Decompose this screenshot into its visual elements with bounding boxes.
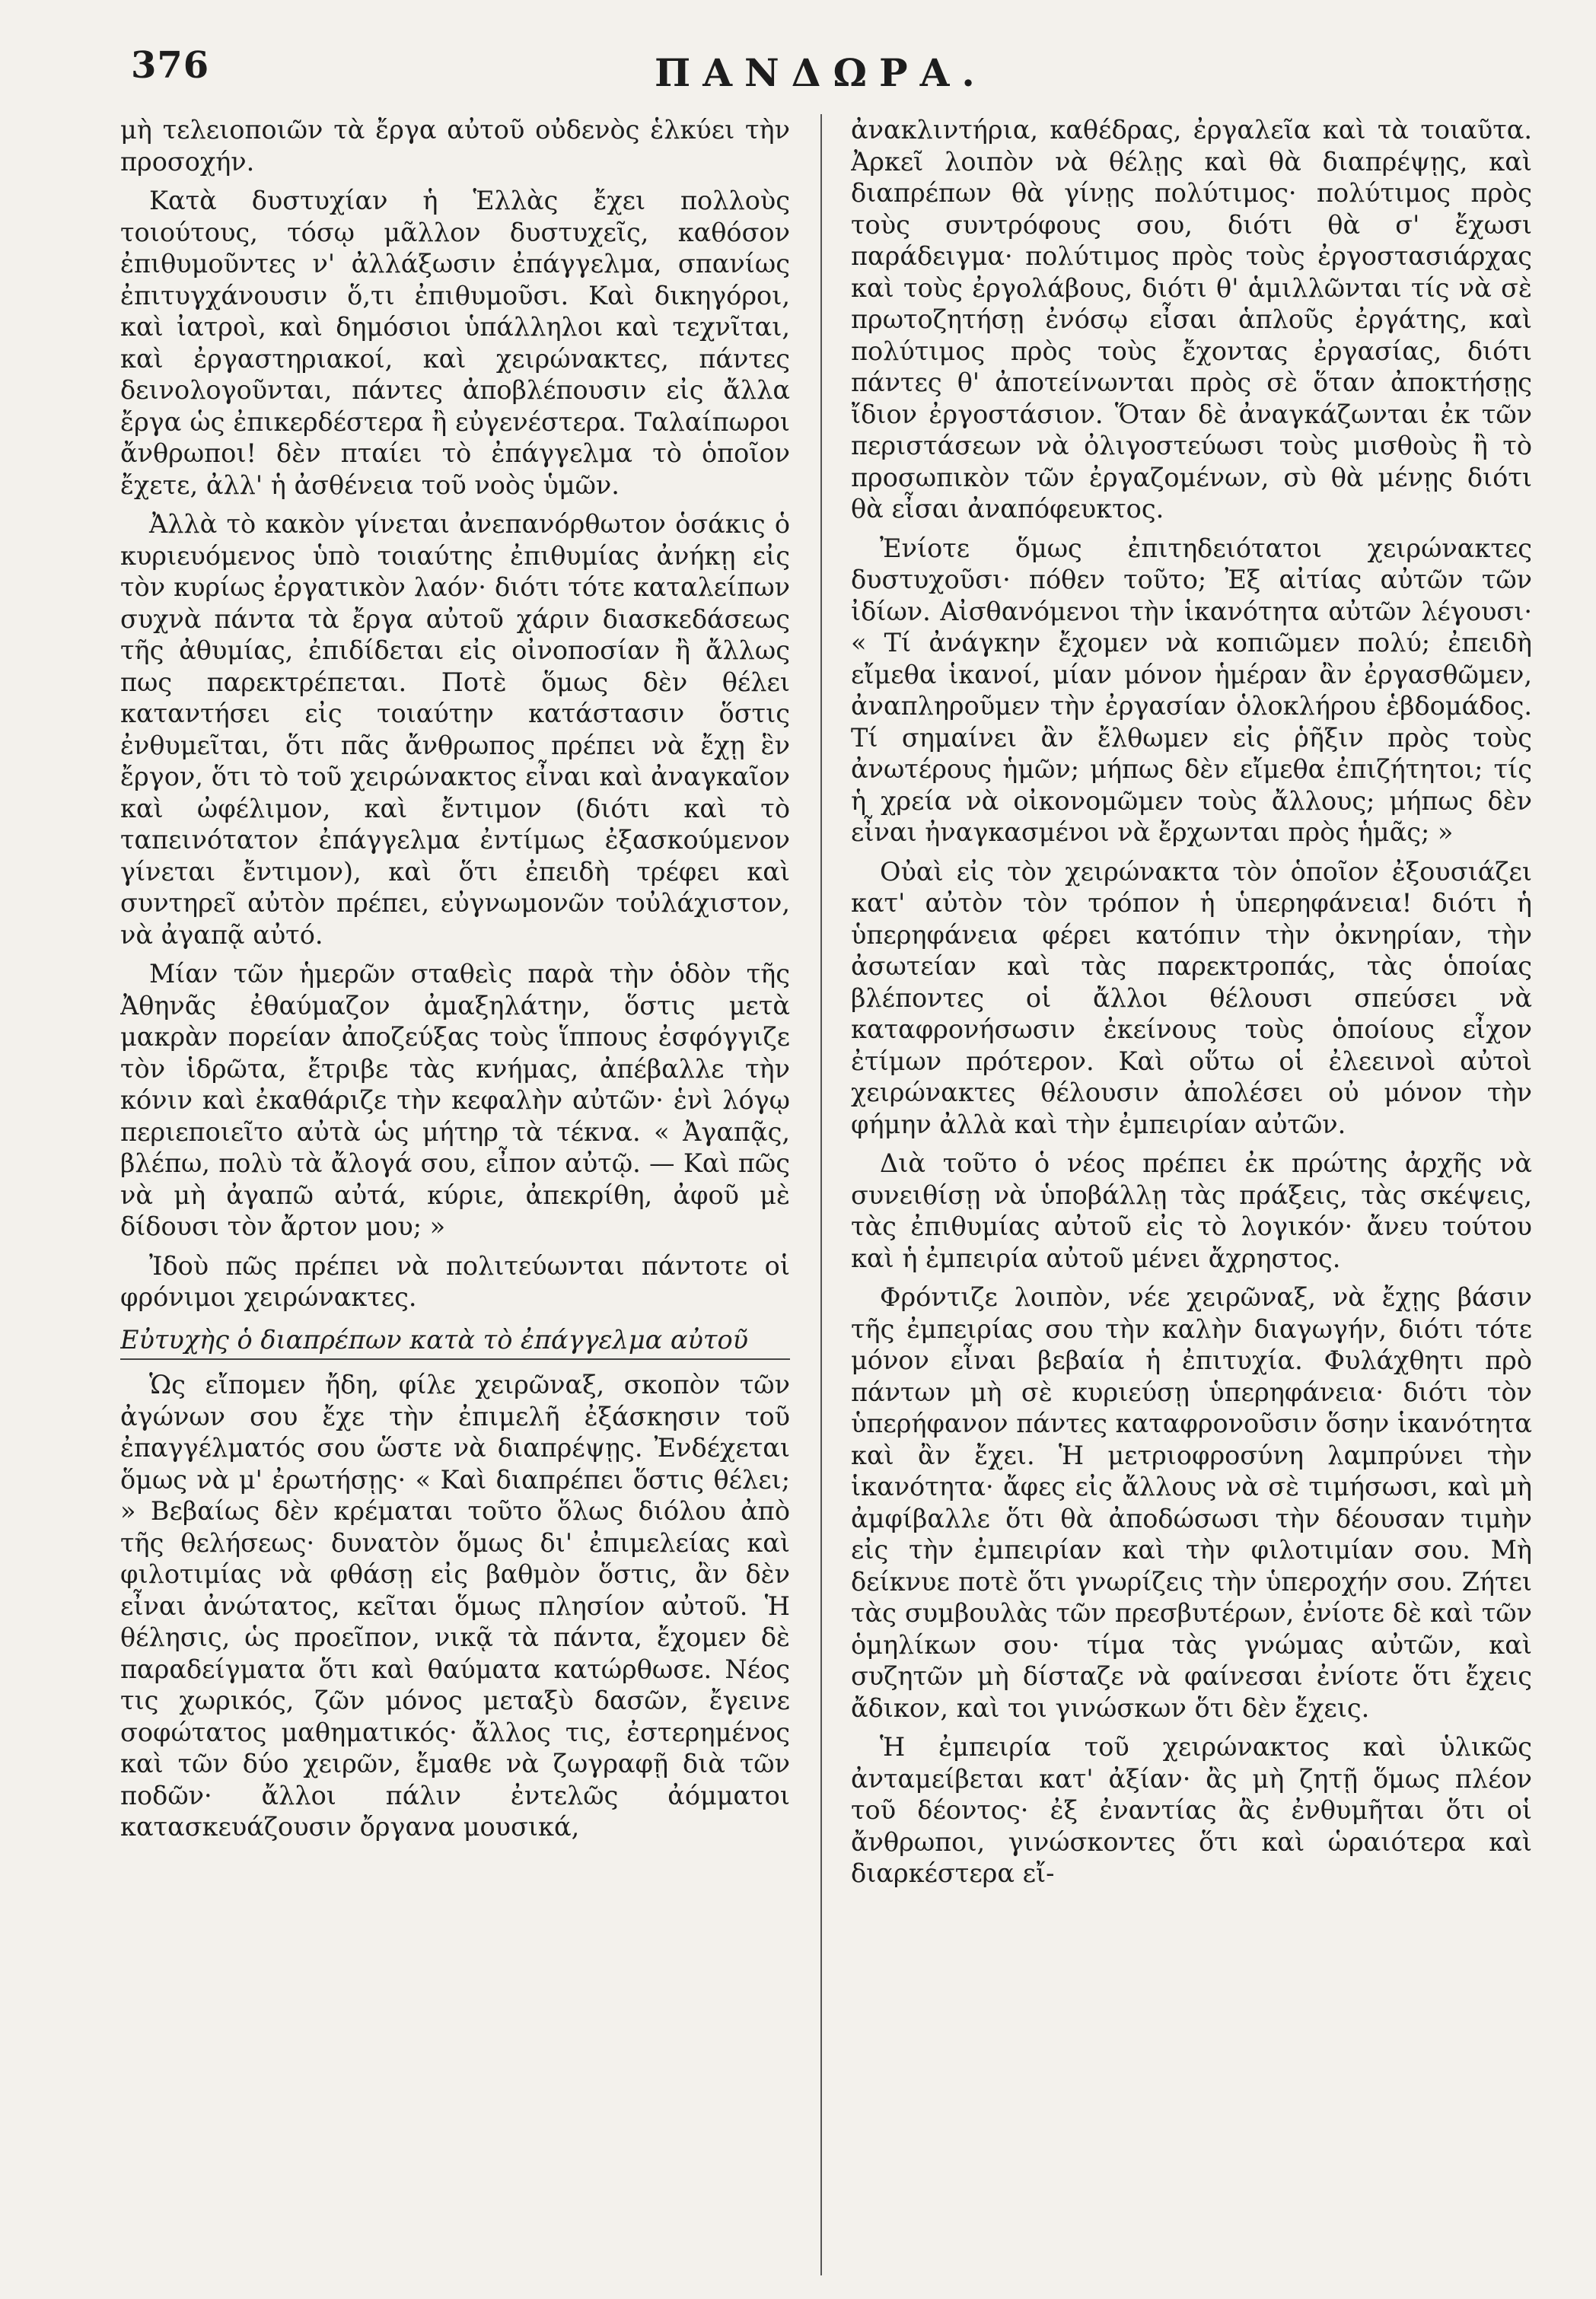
left-column (120, 114, 790, 2275)
paragraph: μὴ τελειοποιῶν τὰ ἔργα αὐτοῦ οὐδενὸς ἑλκύει τὴν προσοχήν. (120, 115, 790, 177)
paragraph: Ἐνίοτε ὅμως ἐπιτηδειότατοι χειρώνακτες δυστυχοῦσι· πόθεν τοῦτο; Ἐξ αἰτίας αὐτῶν τῶν ἰδίων. Αἰσθανόμενοι τὴν ἱκανότητα αὐτῶν λέγουσι· « Τί ἀνάγκην ἔχομεν νὰ κοπιῶμεν πολύ; ἐπειδὴ εἴμεθα ἱκανοί, μίαν μόνον ἡμέραν ἂν ἐργασθῶμεν, ἀναπληροῦμεν τὴν ἐργασίαν ὁλοκλήρου ἑβδομάδος. Τί σημαίνει ἂν ἔλθωμεν εἰς ῥῆξιν πρὸς τοὺς ἀνωτέρους ἡμῶν; μήπως δὲν εἴμεθα ἐπιζήτητοι; τίς ἡ χρεία νὰ οἰκονομῶμεν τοὺς ἄλλους; μήπως δὲν εἶναι ἠναγκασμένοι νὰ ἔρχωνται πρὸς ἡμᾶς; » (851, 533, 1532, 847)
paragraph: Διὰ τοῦτο ὁ νέος πρέπει ἐκ πρώτης ἀρχῆς νὰ συνειθίσῃ νὰ ὑποβάλλῃ τὰς πράξεις, τὰς σκέψεις, τὰς ἐπιθυμίας αὐτοῦ εἰς τὸ λογικόν· ἄνευ τούτου καὶ ἡ ἐμπειρία αὐτοῦ μένει ἄχρηστος. (851, 1148, 1532, 1273)
paragraph: Ἰδοὺ πῶς πρέπει νὰ πολιτεύωνται πάντοτε οἱ φρόνιμοι χειρώνακτες. (120, 1250, 790, 1312)
paragraph: Κατὰ δυστυχίαν ἡ Ἑλλὰς ἔχει πολλοὺς τοιούτους, τόσῳ μᾶλλον δυστυχεῖς, καθόσον ἐπιθυμοῦντες ν' ἀλλάξωσιν ἐπάγγελμα, σπανίως ἐπιτυγχάνουσιν ὅ,τι ἐπιθυμοῦσι. Καὶ δικηγόροι, καὶ ἰατροὶ, καὶ δημόσιοι ὑπάλληλοι καὶ τεχνῖται, καὶ ἐργαστηριακοί, καὶ χειρώνακτες, πάντες δεινολογοῦνται, πάντες ἀποβλέπουσιν εἰς ἄλλα ἔργα ὡς ἐπικερδέστερα ἢ εὐγενέστερα. Ταλαίπωροι ἄνθρωποι! δὲν πταίει τὸ ἐπάγγελμα τὸ ὁποῖον ἔχετε, ἀλλ' ἡ ἀσθένεια τοῦ νοὸς ὑμῶν. (120, 186, 790, 500)
right-column (851, 114, 1532, 2275)
page-number: 376 (131, 44, 210, 87)
paragraph: Ἀλλὰ τὸ κακὸν γίνεται ἀνεπανόρθωτον ὁσάκις ὁ κυριευόμενος ὑπὸ τοιαύτης ἐπιθυμίας ἀνήκῃ εἰς τὸν κυρίως ἐργατικὸν λαόν· διότι τότε καταλείπων συχνὰ πάντα τὰ ἔργα αὐτοῦ χάριν διασκεδάσεως τῆς ἀθυμίας, ἐπιδίδεται εἰς οἰνοποσίαν ἢ ἄλλως πως παρεκτρέπεται. Ποτὲ ὅμως δὲν θέλει καταντήσει εἰς τοιαύτην κατάστασιν ὅστις ἐνθυμεῖται, ὅτι πᾶς ἄνθρωπος πρέπει νὰ ἔχῃ ἓν ἔργον, ὅτι τὸ τοῦ χειρώνακτος εἶναι καὶ ἀναγκαῖον καὶ ὠφέλιμον, καὶ ἔντιμον (διότι καὶ τὸ ταπεινότατον ἐπάγγελμα ἐντίμως ἐξασκούμενον γίνεται ἔντιμον), καὶ ὅτι ἐπειδὴ τρέφει καὶ συντηρεῖ αὐτὸν πρέπει, εὐγνωμονῶν τοὐλάχιστον, νὰ ἀγαπᾷ αὐτό. (120, 509, 790, 950)
paragraph: Ὡς εἴπομεν ἤδη, φίλε χειρῶναξ, σκοπὸν τῶν ἀγώνων σου ἔχε τὴν ἐπιμελῆ ἐξάσκησιν τοῦ ἐπαγγέλματός σου ὥστε νὰ διαπρέψῃς. Ἐνδέχεται ὅμως νὰ μ' ἐρωτήσῃς· « Καὶ διαπρέπει ὅστις θέλει; » Βεβαίως δὲν κρέμαται τοῦτο ὅλως διόλου ἀπὸ τῆς θελήσεως· δυνατὸν ὅμως δι' ἐπιμελείας καὶ φιλοτιμίας νὰ φθάσῃ εἰς βαθμὸν ὅστις, ἂν δὲν εἶναι ἀνώτατος, κεῖται ὅμως πλησίον αὐτοῦ. Ἡ θέλησις, ὡς προεῖπον, νικᾷ τὰ πάντα, ἔχομεν δὲ παραδείγματα ὅτι καὶ θαύματα κατώρθωσε. Νέος τις χωρικός, ζῶν μόνος μεταξὺ δασῶν, ἔγεινε σοφώτατος μαθηματικός· ἄλλος τις, ἐστερημένος καὶ τῶν δύο χειρῶν, ἔμαθε νὰ ζωγραφῇ διὰ τῶν ποδῶν· ἄλλοι πάλιν ἐντελῶς ἀόμματοι κατασκευάζουσιν ὄργανα μουσικά, (120, 1370, 790, 1842)
paragraph: Ἡ ἐμπειρία τοῦ χειρώνακτος καὶ ὑλικῶς ἀνταμείβεται κατ' ἀξίαν· ἂς μὴ ζητῇ ὅμως πλέον τοῦ δέοντος· ἐξ ἐναντίας ἂς ἐνθυμῆται ὅτι οἱ ἄνθρωποι, γινώσκοντες ὅτι καὶ ὡραιότερα καὶ διαρκέστερα εἴ- (851, 1732, 1532, 1888)
paragraph: Οὐαὶ εἰς τὸν χειρώνακτα τὸν ὁποῖον ἐξουσιάζει κατ' αὐτὸν τὸν τρόπον ἡ ὑπερηφάνεια! διότι ἡ ὑπερηφάνεια φέρει κατόπιν τὴν ὀκνηρίαν, τὴν ἀσωτείαν καὶ τὰς παρεκτροπάς, τὰς ὁποίας βλέποντες οἱ ἄλλοι θέλουσι σπεύσει νὰ καταφρονήσωσιν ἐκείνους τοὺς ὁποίους εἶχον ἐτίμων πρότερον. Καὶ οὕτω οἱ ἐλεεινοὶ αὐτοὶ χειρώνακτες θέλουσιν ἀπολέσει οὐ μόνον τὴν φήμην ἀλλὰ καὶ τὴν ἐμπειρίαν αὐτῶν. (851, 856, 1532, 1139)
running-title: ΠΑΝΔΩΡΑ. (655, 50, 987, 95)
column-divider (820, 114, 822, 2275)
section-heading: Εὐτυχὴς ὁ διαπρέπων κατὰ τὸ ἐπάγγελμα αὐτοῦ (120, 1324, 790, 1361)
paragraph: ἀνακλιντήρια, καθέδρας, ἐργαλεῖα καὶ τὰ τοιαῦτα. Ἀρκεῖ λοιπὸν νὰ θέλῃς καὶ θὰ διαπρέψῃς, καὶ διαπρέπων θὰ γίνῃς πολύτιμος· πολύτιμος πρὸς τοὺς συντρόφους σου, διότι θὰ σ' ἔχωσι παράδειγμα· πολύτιμος πρὸς τοὺς ἐργοστασιάρχας καὶ τοὺς ἐργολάβους, διότι θ' ἁμιλλῶνται τίς νὰ σὲ πρωτοζητήσῃ ἐνόσῳ εἶσαι ἁπλοῦς ἐργάτης, καὶ πολύτιμος πρὸς τοὺς ἔχοντας ἐργασίας, διότι πάντες θ' ἀποτείνωνται πρὸς σὲ ὅταν ἀποκτήσῃς ἴδιον ἐργοστάσιον. Ὅταν δὲ ἀναγκάζωνται ἐκ τῶν περιστάσεων νὰ ὀλιγοστεύωσι τοὺς μισθοὺς ἢ τὸ προσωπικὸν τῶν ἐργαζομένων, σὺ θὰ μένῃς διότι θὰ εἶσαι ἀναπόφευκτος. (851, 115, 1532, 524)
paragraph: Μίαν τῶν ἡμερῶν σταθεὶς παρὰ τὴν ὁδὸν τῆς Ἀθηνᾶς ἐθαύμαζον ἀμαξηλάτην, ὅστις μετὰ μακρὰν πορείαν ἀποζεύξας τοὺς ἵππους ἐσφόγγιζε τὸν ἱδρῶτα, ἔτριβε τὰς κνήμας, ἀπέβαλλε τὴν κόνιν καὶ ἐκαθάριζε τὴν κεφαλὴν αὐτῶν· ἑνὶ λόγῳ περιεποιεῖτο αὐτὰ ὡς μήτηρ τὰ τέκνα. « Ἀγαπᾷς, βλέπω, πολὺ τὰ ἄλογά σου, εἶπον αὐτῷ. — Καὶ πῶς νὰ μὴ ἀγαπῶ αὐτά, κύριε, ἀπεκρίθη, ἀφοῦ μὲ δίδουσι τὸν ἄρτον μου; » (120, 959, 790, 1241)
paragraph: Φρόντιζε λοιπὸν, νέε χειρῶναξ, νὰ ἔχῃς βάσιν τῆς ἐμπειρίας σου τὴν καλὴν διαγωγήν, διότι τότε μόνον εἶναι βεβαία ἡ ἐπιτυχία. Φυλάχθητι πρὸ πάντων μὴ σὲ κυριεύσῃ ὑπερηφάνεια· διότι τὸν ὑπερήφανον πάντες καταφρονοῦσιν ὅσην ἱκανότητα καὶ ἂν ἔχει. Ἡ μετριοφροσύνη λαμπρύνει τὴν ἱκανότητα· ἄφες εἰς ἄλλους νὰ σὲ τιμήσωσι, καὶ μὴ ἀμφίβαλλε ὅτι θὰ ἀποδώσωσι τὴν δέουσαν τιμὴν εἰς τὴν ἐμπειρίαν καὶ τὴν φιλοτιμίαν σου. Μὴ δείκνυε ποτὲ ὅτι γνωρίζεις τὴν ὑπεροχήν σου. Ζήτει τὰς συμβουλὰς τῶν πρεσβυτέρων, ἐνίοτε δὲ καὶ τῶν ὁμηλίκων σου· τίμα τὰς γνώμας αὐτῶν, καὶ συζητῶν μὴ δίσταζε νὰ φαίνεσαι ἐνίοτε ὅτι ἔχεις ἄδικον, καὶ τοι γινώσκων ὅτι δὲν ἔχεις. (851, 1282, 1532, 1723)
